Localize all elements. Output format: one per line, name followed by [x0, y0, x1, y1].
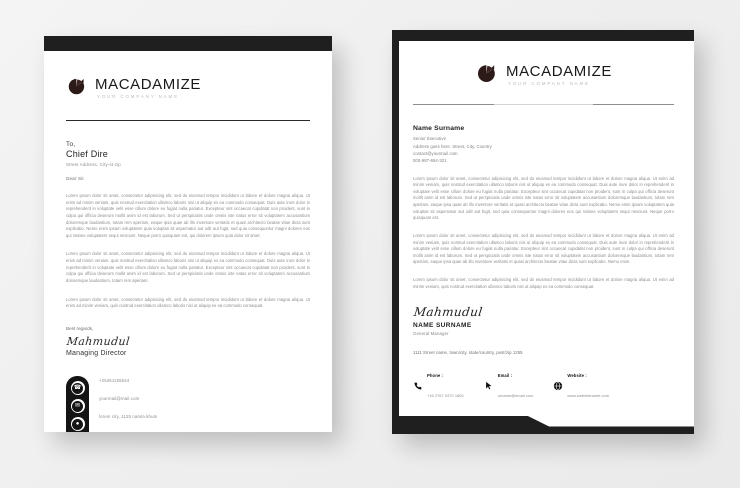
body-paragraph: Lorem ipsum dolor sit amet, consectetur adipisicing elit, sed do eiusmod tempor incididunt ut labore et dolore magna aliqua. Ut enim ad minim veniam, quis nostrud exercitation ullamco laboris nisi ut aliquip ex ea commodo consequat. Duis aute irure dolor in reprehenderit in voluptate velit esse cillum dolore eu fugiat nulla pariatur. Excepteur sint occaecat cupidatat non proident, sunt in culpa qui officia deserunt mollit anim id est laborum. Sed ut perspiciatis unde omnis iste natus error sit voluptatem accusantium doloremque laudantium, totam rem aperiam, eaque ipsa quae ab illo inventore veritatis et quasi architecto beatae vitae dicta sunt explicabo. Nemo enim ipsam voluptatem quia voluptas sit aspernatur aut odit aut fugit, sed quia consequuntur magni dolores eos qui ratione voluptatem sequi nesciunt. Neque porro quisquam est. [413, 175, 674, 221]
body-paragraph: Lorem ipsum dolor sit amet, consectetur adipisicing elit, sed do eiusmod tempor incididunt ut labore et dolore magna aliqua. Ut enim ad minim veniam, quis nostrud exercitation ullamco laboris nisi ut aliquip ex ea commodo consequat. [66, 296, 310, 309]
sender-details [413, 135, 674, 164]
sender-title: Senior Executive [413, 136, 447, 142]
contact-icon-rail [66, 376, 89, 432]
letterhead-document-left[interactable] [44, 36, 332, 432]
globe-icon [553, 378, 563, 388]
recipient-block [66, 141, 310, 181]
pie-chart-logo-icon [66, 75, 88, 102]
left-top-bar [44, 36, 332, 51]
footer-contact-website[interactable] [553, 363, 609, 403]
right-top-bar [392, 30, 694, 41]
sender-phone: 000-987-654-321 [413, 158, 447, 164]
signature-role: Managing Director [66, 349, 127, 357]
letterhead-document-right[interactable] [392, 30, 694, 434]
body-paragraph: Lorem ipsum dolor sit amet, consectetur adipisicing elit, sed do eiusmod tempor incididunt ut labore et dolore magna aliqua. Ut enim ad minim veniam, quis nostrud exercitation ullamco laboris nisi ut aliquip ex ea commodo consequat. Duis aute irure dolor in reprehenderit in voluptate velit esse cillum dolore eu fugiat nulla pariatur. Excepteur sint occaecat cupidatat non proident, sunt in culpa qui officia deserunt mollit anim id est laborum. Sed ut perspiciatis unde omnis iste natus error sit voluptatem accusantium doloremque laudantium, totam rem aperiam. [66, 251, 310, 283]
cursor-icon [484, 378, 494, 388]
body-paragraph: Lorem ipsum dolor sit amet, consectetur adipisicing elit, sed do eiusmod tempor incididunt ut labore et dolore magna aliqua. Ut enim ad minim veniam, quis nostrud exercitation ullamco laboris nisi ut aliquip ex ea commodo consequat. Duis aute irure dolor in reprehenderit in voluptate velit esse cillum dolore eu fugiat nulla pariatur. Excepteur sint occaecat cupidatat non proident, sunt in culpa qui officia deserunt mollit anim id est laborum. Sed ut perspiciatis unde omnis iste natus error sit voluptatem accusantium doloremque laudantium, totam rem aperiam, eaque ipsa quae ab illo inventore veritatis et quasi architecto beatae vitae dicta sunt explicabo. Nemo enim. [413, 232, 674, 265]
sender-email: contact@yourmail.com [413, 150, 458, 156]
envelope-icon[interactable]: ✉ [71, 399, 85, 413]
divider-segment-left [413, 104, 494, 105]
footer-contact-list [413, 363, 674, 403]
recipient-greeting: Dear Sir [66, 176, 85, 181]
body-paragraph: Lorem ipsum dolor sit amet, consectetur adipisicing elit, sed do eiusmod tempor incididunt ut labore et dolore magna aliqua. Ut enim ad minim veniam, quis nostrud exercitation ullamco laboris nisi ut aliquip ex ea commodo consequat. Duis aute irure dolor in reprehenderit in voluptate velit esse cillum dolore eu fugiat nulla pariatur. Excepteur sint occaecat cupidatat non proident, sunt in culpa qui officia deserunt mollit anim id est laborum. Sed ut perspiciatis unde omnis iste natus error sit voluptatem accusantium doloremque laudantium, totam rem aperiam, eaque ipsa quae ab illo inventore veritatis et quasi architecto beatae vitae dicta sunt explicabo. Nemo enim ipsam voluptatem quia voluptas sit aspernatur aut odit aut fugit, sed quia consequuntur magni dolores eos qui ratione voluptatem sequi nesciunt. Neque porro quisquam est, qui dolorem ipsum quia dolor sit amet. [66, 193, 310, 238]
header-divider-left [66, 120, 310, 121]
sender-address: Address goes here. Street, City, Country [413, 143, 492, 149]
contact-email-value: yourmail@mail.com [99, 396, 140, 401]
telephone-icon [413, 378, 423, 388]
header-divider-right [413, 104, 674, 105]
contact-location-value: lorem city, 1125 namla khum [99, 414, 158, 419]
footer-website-value: www.websitename.com [567, 393, 609, 399]
brand-name: MACADAMIZE [505, 63, 612, 81]
location-icon[interactable]: ● [71, 417, 85, 431]
phone-icon[interactable]: ☎ [71, 381, 85, 395]
brand-logo-left [66, 75, 310, 102]
recipient-name: Chief Dire [66, 149, 109, 159]
footer-email-value: urname@email.com [497, 393, 534, 399]
brand-tagline: YOUR COMPANY NAME [507, 81, 590, 87]
footer-phone-label: Phone : [427, 373, 444, 379]
contact-values-list [99, 372, 279, 426]
signature-script: Mahmudul [66, 334, 131, 348]
pie-chart-logo-icon [475, 61, 499, 90]
signature-name: NAME SURNAME [413, 322, 472, 330]
footer-contact-phone[interactable] [413, 363, 464, 403]
sender-name: Name Surname [413, 125, 465, 133]
signature-role: General Manager [413, 331, 449, 337]
brand-name: MACADAMIZE [95, 76, 202, 94]
divider-segment-right [593, 104, 674, 105]
footer-address: 1111 Street name, town/city, state/country, post/zip 1255 [413, 350, 523, 356]
footer-website-label: Website : [567, 373, 587, 379]
signature-script: Mahmudul [413, 305, 484, 320]
footer-email-label: Email : [497, 373, 513, 379]
closing-regards: Best regards, [66, 325, 94, 331]
footer-contact-email[interactable] [484, 363, 534, 403]
footer-phone-value: +16 2767 9470 1800 [427, 393, 464, 399]
contact-phone-value: +25451155544 [99, 378, 130, 383]
brand-logo-right [413, 61, 674, 90]
recipient-address: Street Address, City-st-zip [66, 162, 121, 167]
body-paragraph: Lorem ipsum dolor sit amet, consectetur adipisicing elit, sed do eiusmod tempor incididunt ut labore et dolore magna aliqua. Ut enim ad minim veniam, quis nostrud exercitation ullamco laboris nisi ut aliquip ex ea commodo consequat. [413, 277, 674, 289]
brand-tagline: YOUR COMPANY NAME [97, 94, 179, 100]
recipient-salutation-to: To, [66, 141, 76, 148]
right-side-bar [392, 41, 399, 434]
